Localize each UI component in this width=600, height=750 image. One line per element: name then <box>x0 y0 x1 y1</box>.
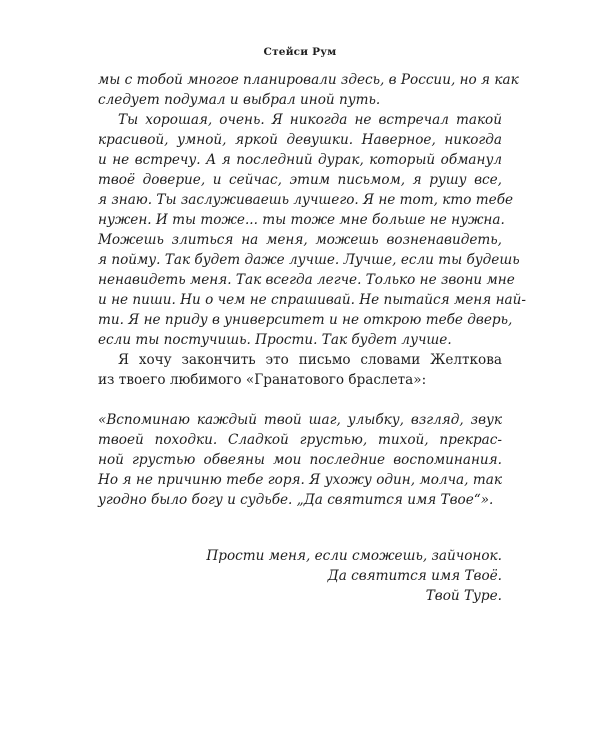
closing-line: Да святится имя Твоё. <box>327 568 502 584</box>
text-line: ненавидеть меня. Так всегда легче. Только не звони мне <box>98 272 515 288</box>
text-line: нужен. И ты тоже... ты тоже мне больше не нужна. <box>98 212 505 228</box>
text-line: Ты хорошая, очень. Я никогда не встречал такой <box>118 112 502 128</box>
text-line: я пойму. Так будет даже лучше. Лучше, если ты будешь <box>98 252 520 268</box>
quote-line: твоей походки. Сладкой грустью, тихой, прекрас- <box>98 432 502 448</box>
text-line: я знаю. Ты заслуживаешь лучшего. Я не тот, кто тебе <box>98 192 514 208</box>
quote-line: ной грустью обвеяны мои последние воспоминания. <box>98 452 502 468</box>
quote-line: Но я не причиню тебе горя. Я ухожу один, молча, так <box>98 472 502 488</box>
text-line: красивой, умной, яркой девушки. Наверное, никогда <box>98 132 502 148</box>
text-line: твоё доверие, и сейчас, этим письмом, я рушу все, <box>98 172 502 188</box>
closing-line: Прости меня, если сможешь, зайчонок. <box>206 548 502 564</box>
text-line: Можешь злиться на меня, можешь возненавидеть, <box>98 232 502 248</box>
quote-line: угодно было богу и судьбе. „Да святится имя Твое“». <box>98 492 494 508</box>
signature-line: Твой Туре. <box>425 588 502 604</box>
running-head: Стейси Рум <box>263 46 337 58</box>
text-line: Я хочу закончить это письмо словами Желткова <box>118 352 502 368</box>
text-line: из твоего любимого «Гранатового браслета»: <box>98 372 427 388</box>
text-line: и не пиши. Ни о чем не спрашивай. Не пытайся меня най- <box>98 292 526 308</box>
text-line: следует подумал и выбрал иной путь. <box>98 92 381 108</box>
text-line: мы с тобой многое планировали здесь, в России, но я как <box>98 72 519 88</box>
text-line: и не встречу. А я последний дурак, который обманул <box>98 152 502 168</box>
quote-line: «Вспоминаю каждый твой шаг, улыбку, взгляд, звук <box>98 412 502 428</box>
text-line: если ты постучишь. Прости. Так будет лучше. <box>98 332 452 348</box>
text-line: ти. Я не приду в университет и не открою тебе дверь, <box>98 312 513 328</box>
body-text <box>98 70 526 606</box>
